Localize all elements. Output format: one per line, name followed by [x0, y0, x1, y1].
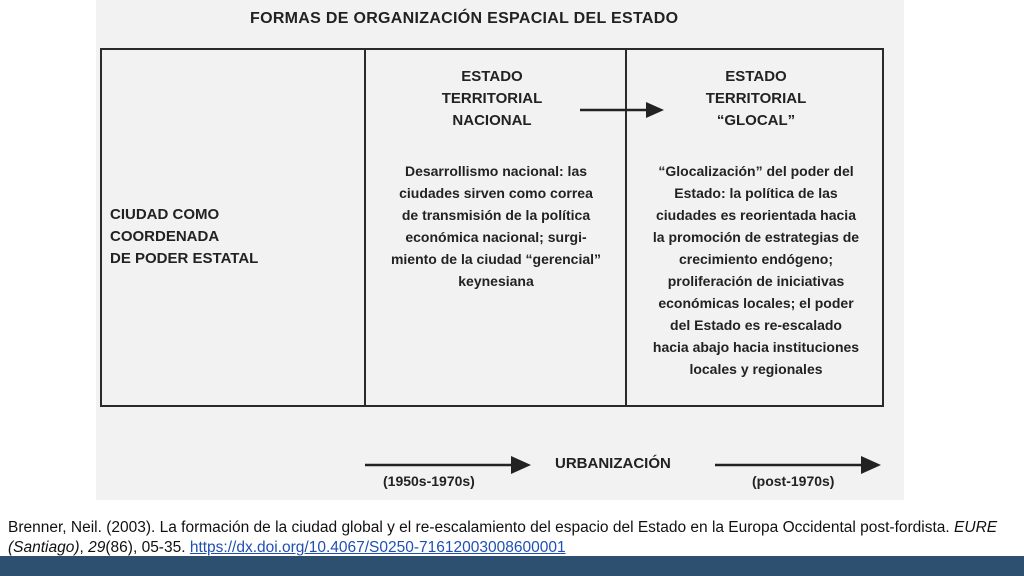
col1-line: DE PODER ESTATAL: [110, 250, 259, 267]
heading-line: TERRITORIAL: [441, 90, 543, 107]
transition-arrow-icon: [580, 100, 670, 120]
citation-volume: 29: [88, 539, 106, 556]
body-line: Desarrollismo nacional: las: [404, 163, 588, 179]
body-line: económica nacional; surgi-: [405, 229, 587, 245]
citation-journal: EURE (Santiago): [8, 519, 998, 556]
col1-line: COORDENADA: [110, 228, 220, 245]
heading-line: NACIONAL: [452, 112, 532, 129]
body-line: keynesiana: [458, 273, 534, 289]
glocal-state-description: [630, 160, 882, 380]
citation-pages: (86), 05-35.: [105, 539, 190, 556]
body-line: crecimiento endógeno;: [678, 251, 834, 267]
body-line: miento de la ciudad “gerencial”: [390, 251, 602, 267]
body-line: Estado: la política de las: [674, 185, 838, 201]
body-line: “Glocalización” del poder del: [658, 163, 854, 179]
period-right-label: (post-1970s): [752, 473, 835, 489]
heading-line: ESTADO: [725, 68, 787, 85]
body-line: hacia abajo hacia instituciones: [652, 339, 860, 355]
body-line: de transmisión de la política: [401, 207, 591, 223]
body-line: proliferación de iniciativas: [667, 273, 845, 289]
citation-separator: ,: [79, 539, 89, 556]
timeline-arrow-right-icon: [715, 455, 885, 475]
body-line: ciudades es reorientada hacia: [656, 207, 856, 223]
slide-footer-bar: [0, 556, 1024, 576]
body-line: la promoción de estrategias de: [652, 229, 860, 245]
column-divider: [364, 50, 366, 405]
citation-text: [8, 518, 1018, 558]
heading-line: “GLOCAL”: [716, 112, 796, 129]
national-state-heading: [432, 66, 552, 132]
citation-authors: Brenner, Neil. (2003). La formación de la ciudad global y el re-escalamiento del espacio del Estado en la Europa Occidental post-fordista.: [8, 519, 955, 536]
national-state-description: [368, 160, 624, 292]
city-coordinate-label: [110, 204, 360, 270]
timeline-arrow-left-icon: [365, 455, 535, 475]
citation-doi-link[interactable]: https://dx.doi.org/10.4067/S0250-71612003008600001: [189, 539, 566, 556]
body-line: locales y regionales: [689, 361, 823, 377]
urbanization-label: URBANIZACIÓN: [555, 455, 671, 472]
body-line: del Estado es re-escalado: [670, 317, 842, 333]
period-left-label: (1950s-1970s): [383, 473, 475, 489]
heading-line: ESTADO: [461, 68, 523, 85]
diagram-table: [100, 48, 884, 407]
col1-line: CIUDAD COMO: [110, 206, 220, 223]
glocal-state-heading: [686, 66, 826, 132]
heading-line: TERRITORIAL: [705, 90, 807, 107]
body-line: ciudades sirven como correa: [399, 185, 593, 201]
figure-title: FORMAS DE ORGANIZACIÓN ESPACIAL DEL ESTADO: [250, 10, 679, 27]
body-line: económicas locales; el poder: [658, 295, 854, 311]
